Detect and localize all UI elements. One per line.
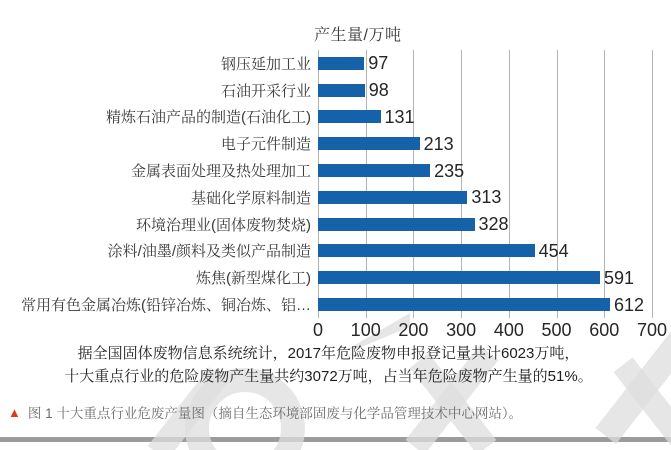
bar: [318, 244, 535, 257]
bar-track: [318, 211, 652, 238]
bar-track: [318, 130, 652, 157]
x-axis-tick-label: 100: [350, 320, 381, 340]
bar-row: [0, 238, 652, 265]
category-label: 环境治理业(固体废物焚烧): [136, 216, 311, 234]
bar-value-label: 591: [603, 267, 635, 288]
figure-caption: [8, 402, 522, 422]
gridline: [652, 50, 653, 318]
caption-triangle-icon: ▲: [8, 404, 21, 420]
bar-rows: [0, 50, 652, 318]
bar: [318, 191, 467, 204]
bar-value-label: 131: [384, 106, 415, 127]
bar-row: [0, 157, 652, 184]
bar-track: [318, 50, 652, 77]
bottom-divider: [0, 437, 671, 442]
category-label: 基础化学原料制造: [190, 189, 311, 207]
bar: [318, 218, 475, 231]
bar-row: [0, 130, 652, 157]
bar-value-label: 612: [614, 294, 645, 315]
bar: [318, 298, 610, 311]
bar: [318, 110, 381, 123]
bar-track: [318, 77, 652, 104]
x-axis-tick-label: 300: [446, 320, 477, 340]
bar: [318, 164, 430, 177]
x-axis-tick-label: 200: [398, 320, 429, 340]
category-label: 石油开采行业: [220, 82, 311, 100]
bar-row: [0, 211, 652, 238]
bar: [318, 84, 365, 97]
bar-track: [318, 157, 652, 184]
category-label: 常用有色金属冶炼(铅锌冶炼、铜冶炼、铝…: [21, 297, 311, 315]
category-label: 金属表面处理及热处理加工: [130, 163, 311, 181]
bar-value-label: 454: [538, 240, 569, 261]
bar-row: [0, 50, 652, 77]
bar-value-label: 98: [368, 80, 389, 101]
category-label: 涂料/油墨/颜料及类似产品制造: [107, 243, 311, 261]
category-label: 炼焦(新型煤化工): [196, 270, 311, 288]
category-label: 钢压延加工业: [220, 55, 311, 73]
description-line-1: 据全国固体废物信息系统统计，2017年危险废物申报登记量共计6023万吨，: [77, 345, 580, 362]
x-axis: [312, 318, 668, 342]
bar-row: [0, 104, 652, 131]
bar-row: [0, 77, 652, 104]
bar-value-label: 313: [471, 187, 502, 208]
bar-row: [0, 291, 652, 318]
bar-value-label: 235: [434, 160, 465, 181]
bar-track: [318, 184, 652, 211]
description-text: [0, 342, 657, 388]
description-line-2: 十大重点行业的危险废物产生量共约3072万吨，占当年危险废物产生量的51%。: [64, 368, 593, 385]
category-label: 电子元件制造: [220, 136, 311, 154]
bar-chart-plot-area: [0, 50, 652, 318]
bar-value-label: 213: [423, 133, 454, 154]
caption-text: 图 1 十大重点行业危废产量图（摘自生态环境部固废与化学品管理技术中心网站）。: [27, 406, 523, 421]
category-label: 精炼石油产品的制造(石油化工): [106, 109, 311, 127]
bar-track: [318, 104, 652, 131]
x-axis-tick-label: 500: [541, 320, 572, 340]
x-axis-tick-label: 600: [589, 320, 620, 340]
x-axis-tick-label: 0: [312, 320, 324, 340]
bar-track: [318, 291, 652, 318]
x-axis-tick-label: 700: [636, 320, 668, 340]
bar: [318, 271, 600, 284]
x-axis-tick-label: 400: [493, 320, 524, 340]
bar-row: [0, 264, 652, 291]
bar: [318, 57, 364, 70]
bar-row: [0, 184, 652, 211]
bar-track: [318, 264, 652, 291]
bar: [318, 137, 420, 150]
bar-track: [318, 238, 652, 265]
chart-title: 产生量/万吨: [314, 27, 402, 44]
bar-value-label: 328: [478, 214, 509, 235]
bar-value-label: 97: [368, 53, 389, 74]
